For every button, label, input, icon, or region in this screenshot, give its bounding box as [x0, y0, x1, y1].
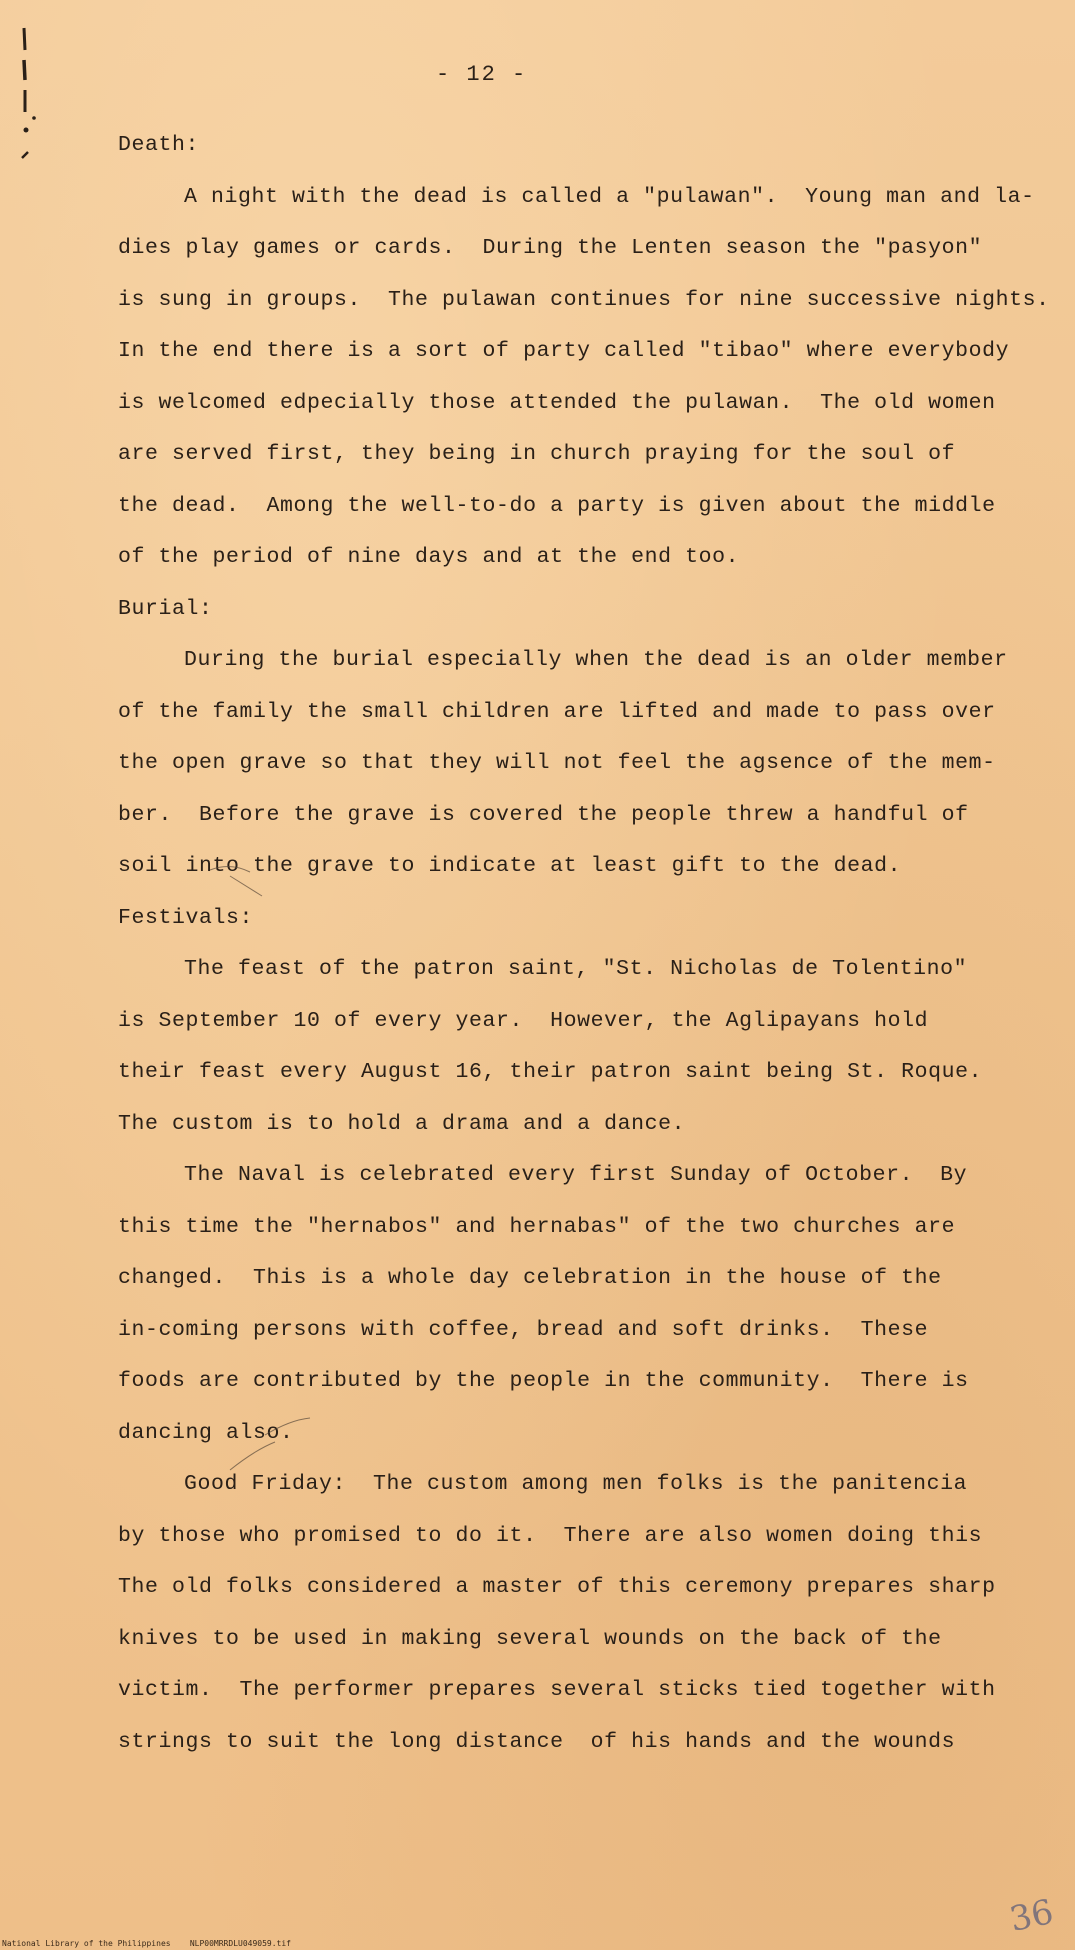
text-line: The old folks considered a master of this ceremony prepares sharp	[118, 1575, 996, 1599]
text-line: by those who promised to do it. There are also women doing this	[118, 1523, 983, 1548]
text-line: the open grave so that they will not feel the agsence of the mem-	[118, 751, 996, 775]
text-line: dies play games or cards. During the Lenten season the "pasyon"	[118, 236, 983, 260]
text-line: Good Friday: The custom among men folks is the panitencia	[184, 1472, 968, 1496]
text-line: soil into the grave to indicate at least gift to the dead.	[118, 854, 902, 878]
text-line: strings to suit the long distance of his hands and the wounds	[118, 1729, 956, 1754]
section-heading: Death:	[118, 133, 200, 157]
text-line: this time the "hernabos" and hernabas" of the two churches are	[118, 1214, 956, 1239]
text-line: The feast of the patron saint, "St. Nicholas de Tolentino"	[184, 957, 968, 981]
text-line: During the burial especially when the dead is an older member	[184, 648, 1008, 672]
margin-ink-marks	[14, 20, 44, 180]
typed-text-body	[118, 120, 1050, 1768]
text-line: A night with the dead is called a "pulawan". Young man and la-	[184, 184, 1035, 209]
page-number: - 12 -	[436, 62, 528, 87]
text-line: changed. This is a whole day celebration in the house of the	[118, 1266, 942, 1290]
text-line: ber. Before the grave is covered the people threw a handful of	[118, 802, 969, 827]
text-line: is September 10 of every year. However, the Aglipayans hold	[118, 1008, 929, 1033]
text-line: is welcomed edpecially those attended the pulawan. The old women	[118, 390, 996, 415]
text-line: is sung in groups. The pulawan continues for nine successive nights.	[118, 287, 1050, 312]
text-line: the dead. Among the well-to-do a party is given about the middle	[118, 493, 996, 518]
section-heading: Festivals:	[118, 905, 254, 930]
text-line: in-coming persons with coffee, bread and soft drinks. These	[118, 1317, 929, 1342]
text-line: of the period of nine days and at the end too.	[118, 545, 740, 569]
text-line: foods are contributed by the people in the community. There is	[118, 1369, 969, 1393]
text-line: are served first, they being in church praying for the soul of	[118, 442, 956, 466]
text-line: knives to be used in making several wounds on the back of the	[118, 1626, 942, 1651]
text-line: The custom is to hold a drama and a dance.	[118, 1111, 686, 1136]
text-line: dancing also.	[118, 1420, 294, 1445]
archive-footer: National Library of the Philippines NLP00MRRDLU049059.tif	[2, 1939, 291, 1948]
text-line: of the family the small children are lifted and made to pass over	[118, 699, 996, 724]
text-line: victim. The performer prepares several sticks tied together with	[118, 1678, 996, 1702]
text-line: In the end there is a sort of party called "tibao" where everybody	[118, 339, 1010, 363]
folio-number: 36	[1006, 1891, 1057, 1941]
text-line: their feast every August 16, their patron saint being St. Roque.	[118, 1060, 983, 1084]
text-line: The Naval is celebrated every first Sunday of October. By	[184, 1163, 968, 1187]
section-heading: Burial:	[118, 596, 213, 621]
